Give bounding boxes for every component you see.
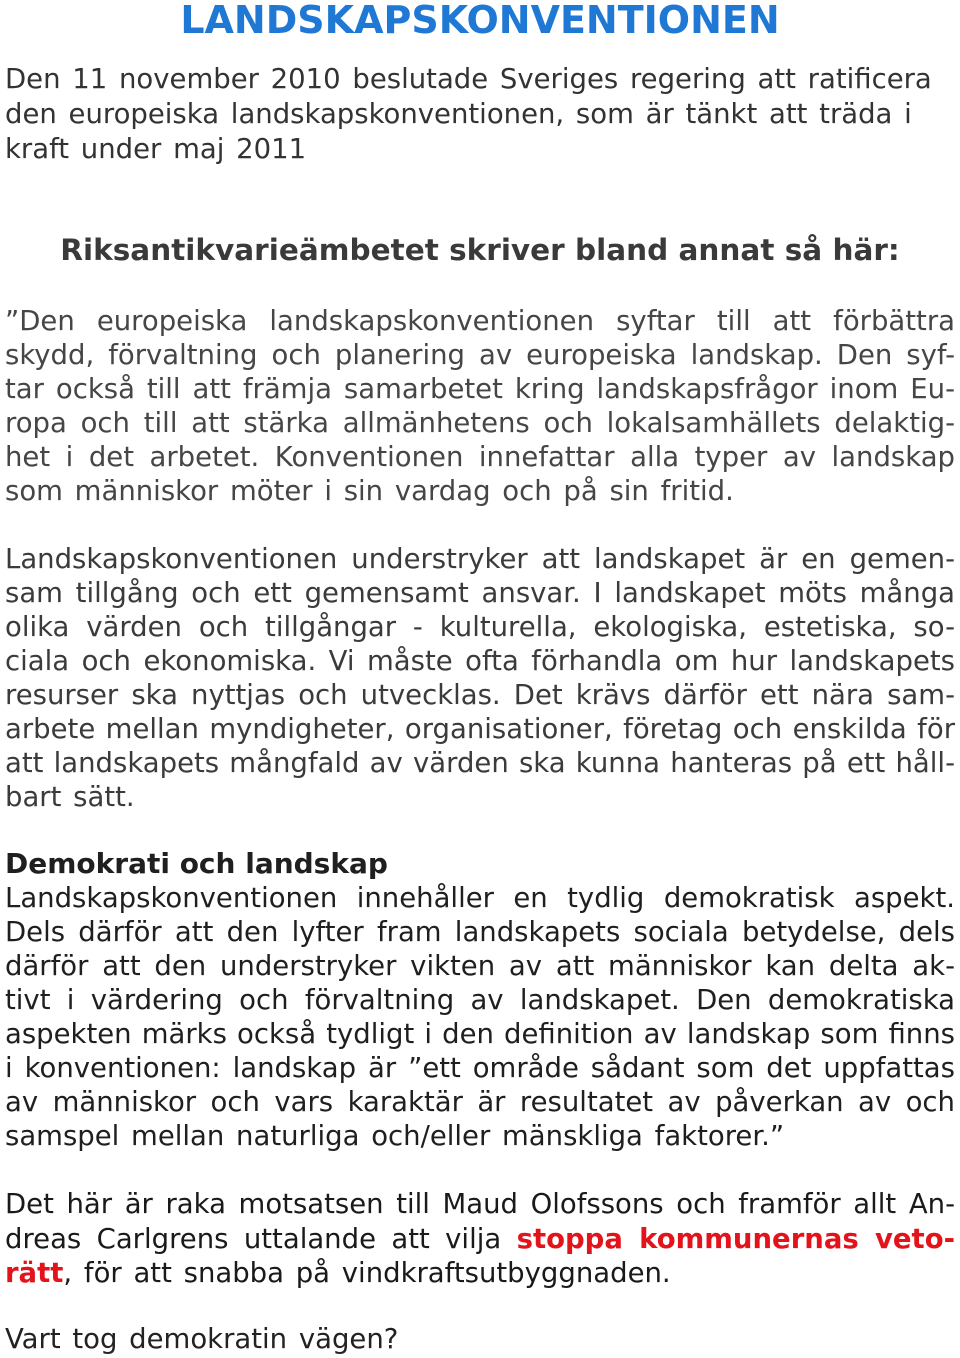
quote-line: het i det arbetet. Konventionen innefattar alla typer av landskap: [5, 441, 955, 473]
intro-line: den europeiska landskapskonventionen, som är tänkt att träda i: [5, 98, 912, 130]
paragraph-line: sam tillgång och ett gemensamt ansvar. I landskapet möts många: [5, 577, 955, 609]
paragraph-text: , för att snabba på vindkraftsutbyggnaden.: [63, 1257, 671, 1289]
paragraph-line: aspekten märks också tydligt i den definition av landskap som finns: [5, 1018, 955, 1050]
paragraph-line: i konventionen: landskap är ”ett område sådant som det uppfattas: [5, 1052, 955, 1084]
document-title: LANDSKAPSKONVENTIONEN: [180, 0, 780, 42]
paragraph-line: resurser ska nyttjas och utvecklas. Det krävs därför ett nära sam-: [5, 679, 955, 711]
paragraph-line: att landskapets mångfald av värden ska kunna hanteras på ett håll-: [5, 747, 955, 779]
paragraph-line: tivt i värdering och förvaltning av landskapet. Den demokratiska: [5, 984, 955, 1016]
paragraph-line: ciala och ekonomiska. Vi måste ofta förhandla om hur landskapets: [5, 645, 955, 677]
intro-line: kraft under maj 2011: [5, 133, 307, 165]
section-heading: Demokrati och landskap: [5, 847, 388, 880]
intro-paragraph: [5, 62, 955, 167]
emphasis-text: rätt: [5, 1257, 64, 1289]
question-line: Vart tog demokratin vägen?: [5, 1323, 399, 1355]
quote-line: ropa och till att stärka allmänhetens och lokalsamhällets delaktig-: [5, 407, 955, 439]
paragraph-line: olika värden och tillgångar - kulturella, ekologiska, estetiska, so-: [5, 611, 955, 643]
paragraph-line: Landskapskonventionen understryker att landskapet är en gemen-: [5, 543, 955, 575]
paragraph-line: Landskapskonventionen innehåller en tydlig demokratisk aspekt.: [5, 882, 955, 914]
paragraph-line: Dels därför att den lyfter fram landskapets sociala betydelse, dels: [5, 916, 955, 948]
emphasis-text: stoppa kommunernas veto-: [516, 1222, 956, 1255]
paragraph-text: dreas Carlgrens uttalande att vilja: [5, 1222, 517, 1255]
intro-line: Den 11 november 2010 beslutade Sveriges regering att ratificera: [5, 63, 932, 95]
closing-question: [5, 1322, 955, 1356]
paragraph-line: samspel mellan naturliga och/eller mänskliga faktorer.”: [5, 1120, 785, 1152]
quote-heading: Riksantikvarieämbetet skriver bland annat så här:: [60, 233, 900, 267]
quote-line: tar också till att främja samarbetet kring landskapsfrågor inom Eu-: [5, 373, 955, 405]
closing-paragraph: [5, 1187, 955, 1291]
paragraph-line: av människor och vars karaktär är resultatet av påverkan av och: [5, 1086, 955, 1118]
paragraph-line: arbete mellan myndigheter, organisationer, företag och enskilda för: [5, 713, 955, 745]
quote-line: som människor möter i sin vardag och på sin fritid.: [5, 475, 734, 507]
quote-line: ”Den europeiska landskapskonventionen syftar till att förbättra: [5, 305, 955, 337]
quote-paragraph: [5, 304, 955, 508]
quote-line: skydd, förvaltning och planering av europeiska landskap. Den syf-: [5, 339, 955, 371]
paragraph-line: [5, 1256, 955, 1291]
paragraph-line: Det här är raka motsatsen till Maud Olofssons och framför allt An-: [5, 1188, 955, 1220]
paragraph-line: bart sätt.: [5, 781, 135, 813]
paragraph-line: [5, 1222, 955, 1257]
paragraph-line: därför att den understryker vikten av att människor kan delta ak-: [5, 950, 955, 982]
democracy-section: [5, 847, 955, 1153]
shared-responsibility-paragraph: [5, 542, 955, 814]
